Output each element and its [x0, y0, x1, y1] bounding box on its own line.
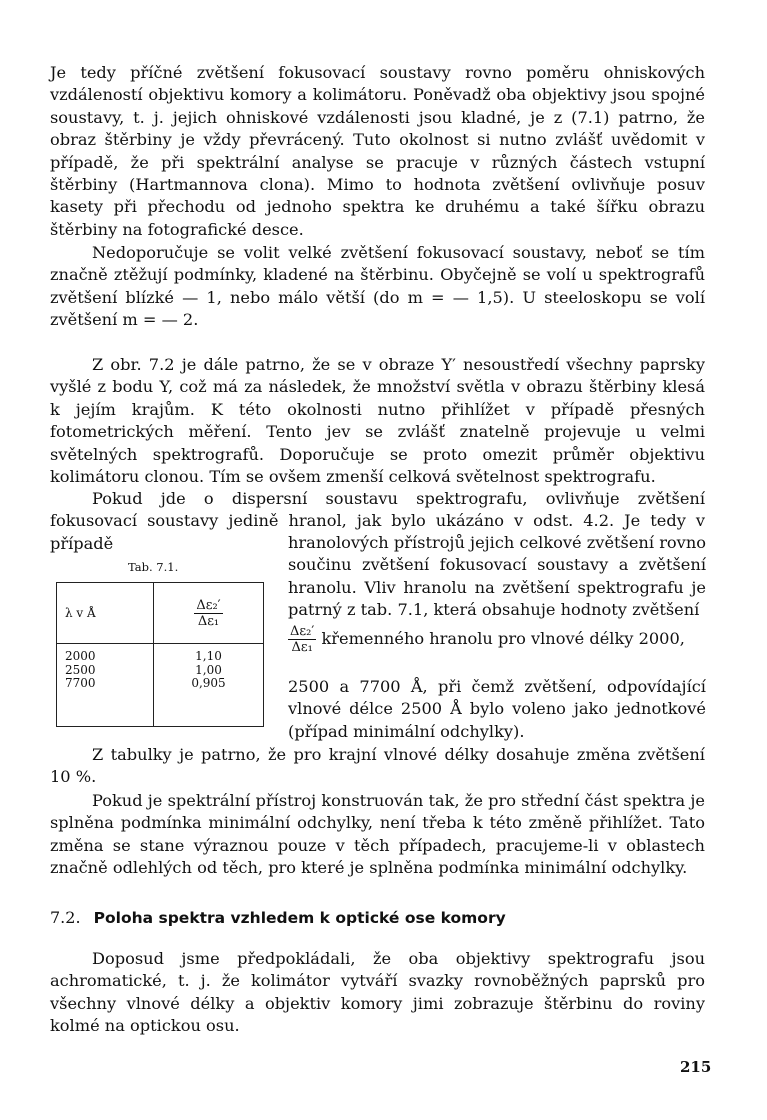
paragraph-6: Pokud je spektrální přístroj konstruován tak, že pro střední část spektra je splněna podmínka minimální odchylky, není třeba k této změně přihlížet. Tato změna se stane výraznou pouze v těch případech, pracujeme-li v oblastech značně odlehlých od těch, pro které je splněna podmínka minimální odchylky. — [50, 791, 705, 878]
table-cell: 1,10 — [195, 649, 222, 663]
paragraph-4-narrow-a: hranolových přístrojů jejich celkové zvětšení rovno součinu zvětšení fokusovací soustavy a zvětšení hranolu. Vliv hranolu na zvětšení spektrografu je patrný z tab. 7.1, která obsahuje hodnoty zvětšení — [288, 533, 706, 620]
paragraph-7: Doposud jsme předpokládali, že oba objektivy spektrografu jsou achromatické, t. j. že kolimátor vytváří svazky rovnoběžných paprsků pro všechny vlnové délky a objektiv komory jimi zobrazuje štěrbinu do roviny kolmé na optickou osu. — [50, 949, 705, 1036]
fraction-numerator: Δε₂′ — [290, 624, 315, 639]
table-cell: 7700 — [65, 676, 96, 690]
header-fraction-numerator: Δε₂′ — [196, 597, 221, 613]
table-wavelength-cells — [57, 644, 154, 727]
section-title: Poloha spektra vzhledem k optické ose komory — [93, 909, 506, 927]
table-caption: Tab. 7.1. — [128, 560, 179, 574]
paragraph-5: Z tabulky je patrno, že pro krajní vlnové délky dosahuje změna zvětšení 10 %. — [50, 745, 705, 787]
table-cell: 2500 — [65, 662, 96, 677]
section-heading — [50, 908, 506, 927]
section-number: 7.2. — [50, 908, 81, 927]
fraction-denominator: Δε₁ — [291, 640, 313, 655]
table-header-row — [57, 583, 264, 644]
header-fraction-denominator: Δε₁ — [197, 613, 220, 629]
table-7-1 — [56, 582, 264, 727]
table-value-cells — [154, 644, 264, 727]
paragraph-3: Z obr. 7.2 je dále patrno, že se v obraze Y′ nesoustředí všechny paprsky vyšlé z bodu Y, což má za následek, že množství světla v obrazu štěrbiny klesá k jejím krajům. K této okolnosti nutno přihlížet v případě přesných fotometrických měření. Tento jev se zvlášť znatelně projevuje u velmi světelných spektrografů. Doporučuje se proto omezit průměr objektivu kolimátoru clonou. Tím se ovšem zmenší celková světelnost spektrografu. — [50, 355, 705, 487]
header-fraction — [194, 598, 222, 629]
paragraph-1: Je tedy příčné zvětšení fokusovací soustavy rovno poměru ohniskových vzdáleností objektivu komory a kolimátoru. Poněvadž oba objektivy jsou spojné soustavy, t. j. jejich ohniskové vzdálenosti jsou kladné, je z (7.1) patrno, že obraz štěrbiny je vždy převrácený. Tuto okolnost si nutno zvlášť uvědomit v případě, že při spektrální analyse se pracuje v různých částech vstupní štěrbiny (Hartmannova clona). Mimo to hodnota zvětšení ovlivňuje posuv kasety při přechodu od jednoho spektra ke druhému a také šířku obrazu štěrbiny na fotografické desce. — [50, 63, 705, 239]
table-cell: 2000 — [65, 649, 96, 663]
table-cell: 1,00 — [195, 662, 222, 677]
table-cell: 0,905 — [191, 676, 226, 690]
table-body-row — [57, 644, 264, 727]
paragraph-4-lead: Pokud jde o dispersní soustavu spektrografu, ovlivňuje zvětšení fokusovací soustavy jedině hranol, jak bylo ukázáno v odst. 4.2. Je tedy v případě — [50, 489, 705, 553]
paragraph-4-narrow-c: 2500 a 7700 Å, při čemž zvětšení, odpovídající vlnové délce 2500 Å bylo voleno jako jednotkové (případ minimální odchylky). — [288, 677, 706, 741]
paragraph-4-fraction-line — [288, 624, 706, 655]
paragraph-4-narrow-b: křemenného hranolu pro vlnové délky 2000, — [321, 629, 685, 648]
paragraph-2: Nedoporučuje se volit velké zvětšení fokusovací soustavy, neboť se tím značně ztěžují podmínky, kladené na štěrbinu. Obyčejně se volí u spektrografů zvětšení blízké — 1, nebo málo větší (do m = — 1,5). U steeloskopu se volí zvětšení m = — 2. — [50, 243, 705, 330]
table-header-ratio — [154, 583, 264, 644]
page-number: 215 — [680, 1058, 712, 1076]
fraction — [288, 624, 316, 655]
table-header-wavelength: λ v Å — [57, 583, 154, 644]
